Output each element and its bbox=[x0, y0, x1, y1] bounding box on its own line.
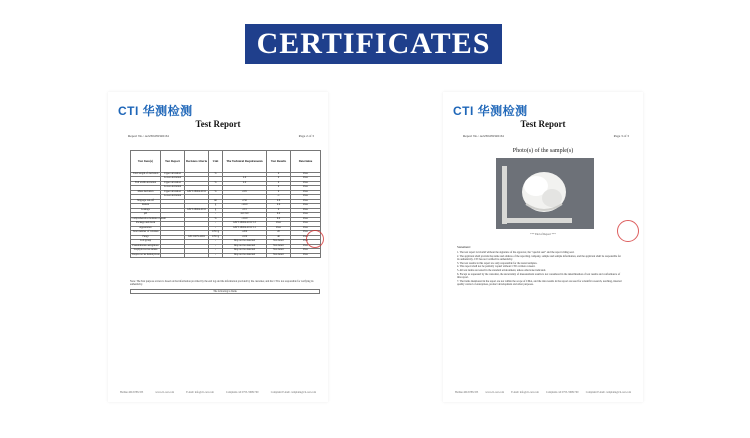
table-header-cell: Unit bbox=[209, 151, 223, 173]
table-cell: - bbox=[209, 213, 223, 218]
table-cell: Pass bbox=[291, 172, 321, 177]
table-cell: ml bbox=[209, 199, 223, 204]
table-header-cell: The Technical Requirements bbox=[223, 151, 267, 173]
table-cell: % bbox=[209, 190, 223, 195]
footer-website: www.cti-cert.com bbox=[485, 391, 504, 394]
table-cell: ≤0.5 bbox=[223, 208, 267, 213]
table-cell: Coli group bbox=[131, 240, 161, 245]
table-cell: 2.0 bbox=[223, 181, 267, 186]
table-header-row bbox=[131, 151, 321, 173]
table-cell: -1 bbox=[267, 195, 291, 200]
table-cell: Pass bbox=[291, 226, 321, 231]
table-cell: 0.8 bbox=[267, 199, 291, 204]
end-of-report: *** End of Report *** bbox=[530, 233, 556, 236]
table-cell: 2.95 bbox=[223, 190, 267, 195]
table-cell: - bbox=[209, 240, 223, 245]
table-cell: Pseudomonas aeruginosa bbox=[132, 243, 159, 247]
table-cell: Not detect bbox=[267, 253, 291, 258]
table-cell: 6.0 bbox=[267, 213, 291, 218]
table-body bbox=[131, 172, 321, 258]
table-cell: Package and mark bbox=[131, 222, 161, 227]
table-cell: 20 bbox=[267, 231, 291, 236]
table-cell: % bbox=[209, 172, 223, 177]
table-cell: ≤200 bbox=[223, 231, 267, 236]
table-cell: Pass bbox=[291, 253, 321, 258]
footer-website: www.cti-cert.com bbox=[155, 391, 174, 394]
table-header-cell: Test Results bbox=[267, 151, 291, 173]
table-cell: Pass bbox=[291, 177, 321, 182]
table-cell: Comprehensive moisture content bbox=[131, 216, 166, 220]
table-cell: Lower deviation bbox=[161, 195, 185, 200]
table-cell: Pass bbox=[291, 231, 321, 236]
table-cell: 6.0 bbox=[267, 217, 291, 222]
table-cell: - bbox=[209, 244, 223, 249]
footer-complaint-email: Complaint E-mail: complaint@cti-cert.com bbox=[270, 391, 316, 394]
page-footer bbox=[120, 391, 316, 394]
table-cell: CFU/g bbox=[209, 235, 223, 240]
table-cell: GB/T 28004-2011 bbox=[185, 190, 209, 195]
footer-complaint-call: Complaint call 0755-33681700 bbox=[226, 391, 259, 394]
statement-item: 6. Except as requested by the customer, the uncertainty of measurement results is not considered in the determination of test results and conformance of this report. bbox=[457, 272, 621, 280]
blank-line: The following is blank bbox=[130, 289, 320, 294]
table-cell: GB 15979-2002 bbox=[185, 235, 209, 240]
table-cell: May not be detected bbox=[223, 249, 267, 254]
table-cell: Pass bbox=[291, 199, 321, 204]
table-row bbox=[131, 253, 321, 258]
photo-title: Photo(s) of the sample(s) bbox=[512, 148, 574, 154]
table-cell: 2.0 bbox=[223, 177, 267, 182]
table-cell: 0 bbox=[267, 208, 291, 213]
table-cell: Mass deviation bbox=[131, 190, 161, 195]
table-cell: - bbox=[209, 253, 223, 258]
table-cell: May not be detected bbox=[223, 244, 267, 249]
cti-logo: CTI 华测检测 bbox=[118, 104, 193, 118]
table-cell: Leakage bbox=[131, 208, 161, 213]
test-results-table bbox=[130, 150, 321, 258]
table-cell: Not detect bbox=[267, 244, 291, 249]
table-cell: Lower deviation bbox=[161, 177, 185, 182]
diaper-sample-image bbox=[496, 158, 594, 229]
table-cell: Pass bbox=[267, 222, 291, 227]
table-cell: 0 bbox=[267, 177, 291, 182]
table-cell: 40 bbox=[267, 235, 291, 240]
page-number: Page 3 of 3 bbox=[613, 134, 629, 138]
report-number: Report No.: A2230459326161 bbox=[463, 134, 505, 138]
footer-complaint-call: Complaint call 0755-33681700 bbox=[546, 391, 579, 394]
footer-hotline: Hotline 400-6788-333 bbox=[455, 391, 479, 394]
red-seal-stamp bbox=[617, 220, 639, 242]
table-cell: Pass bbox=[291, 190, 321, 195]
banner-title: CERTIFICATES bbox=[256, 27, 491, 60]
certificates-banner bbox=[245, 24, 502, 64]
table-cell: Return bbox=[131, 204, 161, 209]
table-cell: 2.56 bbox=[223, 199, 267, 204]
table-cell: Not detect bbox=[267, 249, 291, 254]
report-number: Report No.: A2230459326161 bbox=[128, 134, 170, 138]
footer-email: E-mail: info@cti-cert.com bbox=[511, 391, 539, 394]
table-cell: Pass bbox=[291, 204, 321, 209]
table-cell: Full width deviation bbox=[131, 181, 161, 186]
statement-item: 4. This report shall not be partially copied without CTI's written consent. bbox=[457, 265, 536, 269]
table-cell: Pass bbox=[291, 186, 321, 191]
cti-logo: CTI 华测检测 bbox=[453, 104, 528, 118]
table-cell: Streptococcus hemolyticus bbox=[131, 252, 160, 256]
table-cell: pH bbox=[131, 213, 161, 218]
table-cell: Total number of colonies bbox=[131, 231, 161, 236]
table-cell: May not be detected bbox=[223, 253, 267, 258]
statement-item: 1. The test report is invalid without the signature of the approver, the "special seal" and the report riding seal. bbox=[457, 251, 575, 254]
table-cell: Pass bbox=[267, 226, 291, 231]
table-cell: Pass bbox=[291, 217, 321, 222]
table-cell: ≤10.0 bbox=[223, 217, 267, 222]
red-seal-stamp bbox=[306, 230, 324, 248]
table-cell: 0 bbox=[267, 181, 291, 186]
table-cell: ≤100 bbox=[223, 235, 267, 240]
table-cell: % bbox=[209, 181, 223, 186]
table-cell: Upper deviation bbox=[161, 172, 185, 177]
test-report-page-3[interactable] bbox=[443, 92, 643, 402]
footer-hotline: Hotline 400-6788-333 bbox=[120, 391, 144, 394]
table-cell: - bbox=[209, 222, 223, 227]
table-header-cell: Test Report bbox=[161, 151, 185, 173]
sample-photo bbox=[496, 158, 594, 229]
footer-email: E-mail: info@cti-cert.com bbox=[186, 391, 214, 394]
table-cell: Total length of deviation bbox=[131, 172, 161, 177]
table-cell: 4.0~8.0 bbox=[223, 213, 267, 218]
table-cell bbox=[185, 253, 209, 258]
table-cell: Pass bbox=[291, 208, 321, 213]
table-cell: g bbox=[209, 208, 223, 213]
table-cell: Lower deviation bbox=[161, 186, 185, 191]
table-cell: Fungi bbox=[131, 235, 161, 240]
table-cell: Pass bbox=[291, 213, 321, 218]
report-title: Test Report bbox=[195, 119, 241, 129]
table-cell: GB/T 28004-2011 5.1 bbox=[223, 226, 267, 231]
table-cell: GB/T 28004-2011 5.3 bbox=[223, 222, 267, 227]
table-cell: 0.6 bbox=[267, 204, 291, 209]
report-title: Test Report bbox=[520, 119, 566, 129]
table-cell: 0 bbox=[267, 172, 291, 177]
report-note bbox=[130, 280, 320, 294]
table-cell: Not detect bbox=[267, 240, 291, 245]
table-cell: Slippage run-off bbox=[131, 199, 161, 204]
table-cell: Upper deviation bbox=[161, 190, 185, 195]
table-cell: Pass bbox=[291, 249, 321, 254]
statement-title: Statement: bbox=[457, 245, 471, 249]
table-cell: 0 bbox=[267, 186, 291, 191]
table-cell: CFU/g bbox=[209, 231, 223, 236]
table-cell: Pass bbox=[291, 181, 321, 186]
table-cell: May not be detected bbox=[223, 240, 267, 245]
table-header-cell: Decision criteria bbox=[185, 151, 209, 173]
table-header-cell: Determine bbox=[291, 151, 321, 173]
note-text: Note: The Test purpose review is based on the information provided by the end log and the information provided by the customer, and the CTI is not responsible for verifying its authenticity. bbox=[130, 280, 314, 287]
table-cell: 0 bbox=[267, 190, 291, 195]
table-cell: Appearance bbox=[131, 226, 161, 231]
table-cell bbox=[161, 253, 185, 258]
table-cell: - bbox=[209, 249, 223, 254]
statement-list bbox=[457, 251, 623, 287]
table-cell: GB/T 28004-2011 bbox=[185, 208, 209, 213]
statement-item: 5. All test items are tested in the standard environment, unless otherwise indicated. bbox=[457, 268, 546, 272]
statement-item: 3. The test results in this report are only responsible for the tested samples. bbox=[457, 261, 538, 265]
test-report-page-2[interactable] bbox=[108, 92, 328, 402]
table-cell: Staphylococcus aureus bbox=[131, 249, 161, 254]
footer-complaint-email: Complaint E-mail: complaint@cti-cert.com bbox=[585, 391, 631, 394]
statement-item: 7. The items mentioned in the report are not within the scope of CMA, and the data results in the report are used for scientific research, teaching, internal quality control of enterprises, product development and other purposes. bbox=[457, 279, 622, 287]
table-cell: Upper deviation bbox=[161, 181, 185, 186]
statement-item: 2. The applicant shall provide the name and address of the reporting company, sample and sample information, and the applicant shall be responsible for its authenticity. CTI has not verified its authenticity. bbox=[457, 254, 621, 262]
table-cell: Pass bbox=[291, 235, 321, 240]
table-cell: Pass bbox=[291, 222, 321, 227]
page-footer bbox=[455, 391, 631, 394]
table-header-cell: Test Item(s) bbox=[131, 151, 161, 173]
page-number: Page 2 of 3 bbox=[298, 134, 314, 138]
table-cell: Pass bbox=[291, 244, 321, 249]
table-cell: g bbox=[209, 204, 223, 209]
table-cell: - bbox=[209, 226, 223, 231]
table-cell: Pass bbox=[291, 240, 321, 245]
table-cell: % bbox=[209, 217, 223, 222]
table-cell: ≤20.0 bbox=[223, 204, 267, 209]
table-cell: Pass bbox=[291, 195, 321, 200]
